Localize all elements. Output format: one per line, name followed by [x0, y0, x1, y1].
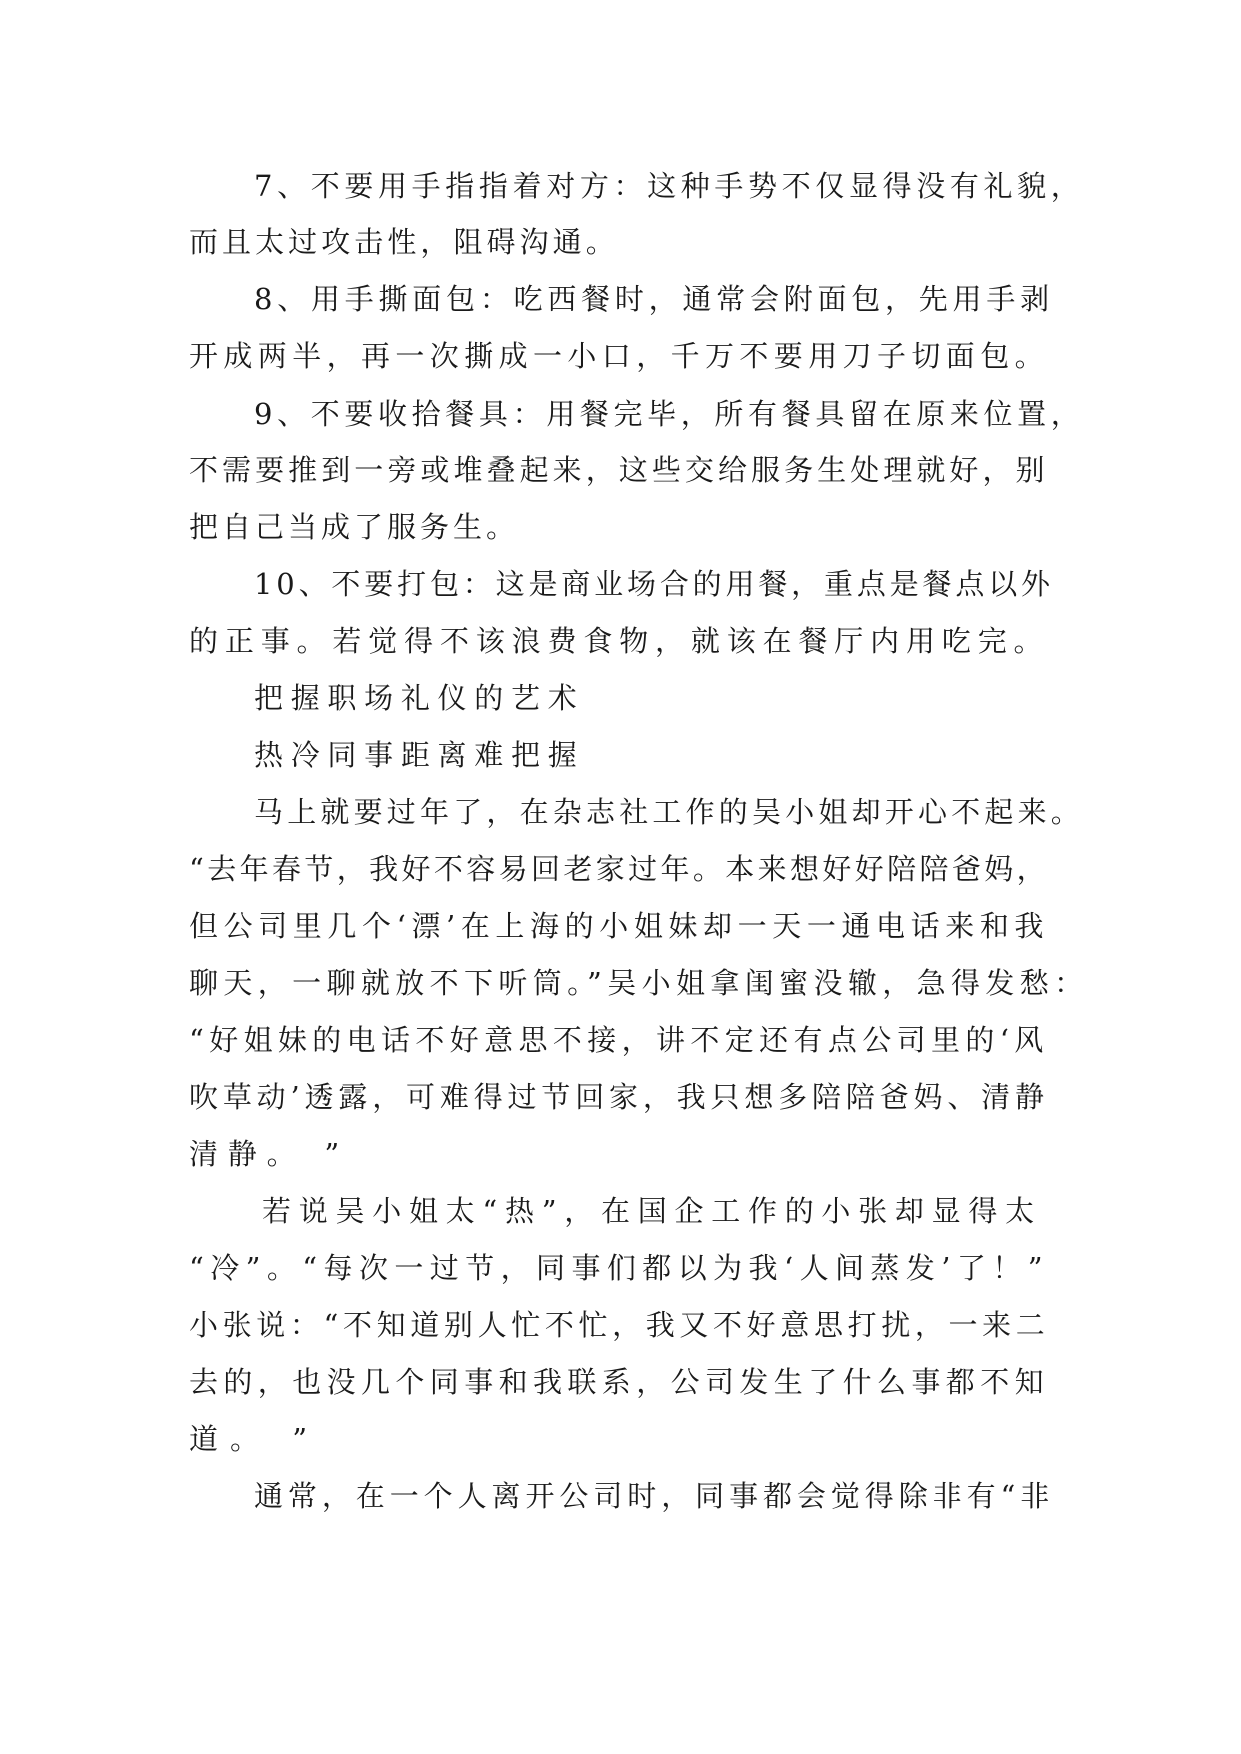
- text-line-21: 小张说：“不知道别人忙不忙，我又不好意思打扰，一来二: [189, 1308, 1050, 1342]
- text-line-6: 不需要推到一旁或堆叠起来，这些交给服务生处理就好，别: [189, 453, 1049, 487]
- text-line-14: 但公司里几个‘漂’在上海的小姐妹却一天一通电话来和我: [189, 909, 1050, 943]
- text-line-23: 道。 ”: [189, 1422, 320, 1456]
- text-line-13: “去年春节，我好不容易回老家过年。本来想好好陪陪爸妈，: [189, 852, 1050, 886]
- text-line-18: 清静。 ”: [189, 1137, 350, 1171]
- text-line-16: “好姐妹的电话不好意思不接，讲不定还有点公司里的‘风: [189, 1023, 1049, 1057]
- section-heading-1: 把握职场礼仪的艺术: [254, 681, 585, 715]
- text-line-24: 通常，在一个人离开公司时，同事都会觉得除非有“非: [254, 1479, 1055, 1513]
- text-line-1: 7、不要用手指指着对方：这种手势不仅显得没有礼貌，: [254, 169, 1085, 203]
- text-line-15: 聊天，一聊就放不下听筒。”吴小姐拿闺蜜没辙，急得发愁：: [189, 966, 1089, 1000]
- text-line-9: 的正事。若觉得不该浪费食物，就该在餐厅内用吃完。: [189, 624, 1050, 658]
- text-line-5: 9、不要收拾餐具：用餐完毕，所有餐具留在原来位置，: [254, 397, 1085, 431]
- text-line-7: 把自己当成了服务生。: [189, 510, 520, 544]
- text-line-3: 8、用手撕面包：吃西餐时，通常会附面包，先用手剥: [254, 282, 1054, 316]
- section-heading-2: 热冷同事距离难把握: [254, 738, 585, 772]
- text-line-17: 吹草动’透露，可难得过节回家，我只想多陪陪爸妈、清静: [189, 1080, 1049, 1114]
- text-line-19: 若说吴小姐太“热”，在国企工作的小张却显得太: [262, 1194, 1042, 1228]
- text-line-22: 去的，也没几个同事和我联系，公司发生了什么事都不知: [189, 1365, 1050, 1399]
- text-line-20: “冷”。“每次一过节，同事们都以为我‘人间蒸发’了！”: [189, 1251, 1049, 1285]
- text-line-4: 开成两半，再一次撕成一小口，千万不要用刀子切面包。: [189, 339, 1050, 373]
- text-line-2: 而且太过攻击性，阻碍沟通。: [189, 225, 619, 259]
- text-line-8: 10、不要打包：这是商业场合的用餐，重点是餐点以外: [254, 567, 1054, 601]
- text-line-12: 马上就要过年了，在杂志社工作的吴小姐却开心不起来。: [254, 795, 1085, 829]
